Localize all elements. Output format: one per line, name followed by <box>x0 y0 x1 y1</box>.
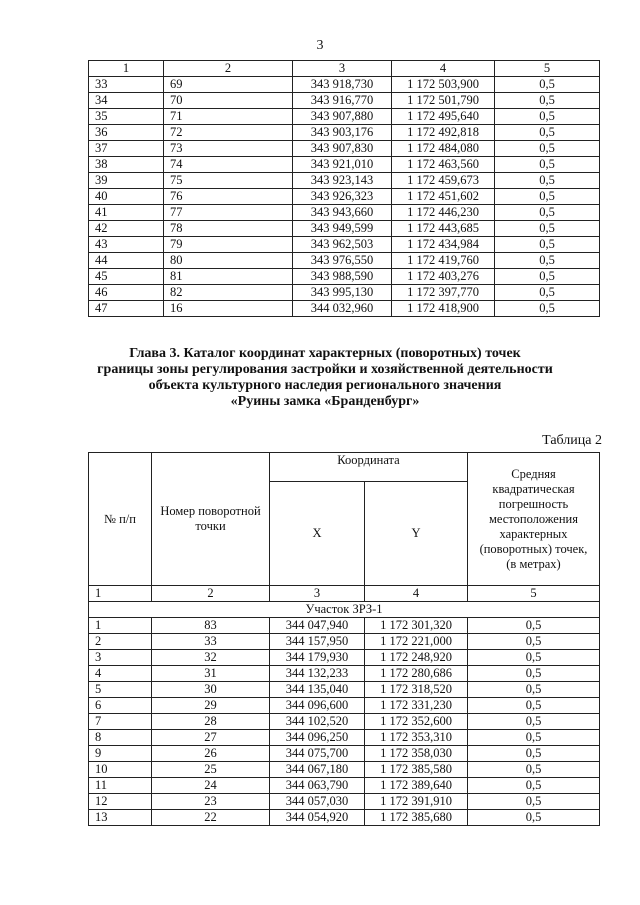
table-cell: 39 <box>89 173 164 189</box>
table-cell: 0,5 <box>495 269 600 285</box>
table-row <box>89 682 600 698</box>
table-cell: 1 172 397,770 <box>392 285 495 301</box>
table-row <box>89 205 600 221</box>
table-cell: 32 <box>152 650 270 666</box>
table-cell: 344 047,940 <box>270 618 365 634</box>
table-cell: 343 976,550 <box>293 253 392 269</box>
table-row <box>89 269 600 285</box>
table-cell: 5 <box>89 682 152 698</box>
table-cell: 0,5 <box>495 221 600 237</box>
table-cell: 0,5 <box>468 778 600 794</box>
table-cell: 343 995,130 <box>293 285 392 301</box>
header-coordinate: Координата <box>270 453 468 482</box>
table-cell: 10 <box>89 762 152 778</box>
table-cell: 344 067,180 <box>270 762 365 778</box>
table-row <box>89 221 600 237</box>
table-cell: 1 172 403,276 <box>392 269 495 285</box>
table-cell: 0,5 <box>495 189 600 205</box>
table-row <box>89 301 600 317</box>
table-cell: 0,5 <box>468 746 600 762</box>
table-cell: 47 <box>89 301 164 317</box>
table-row <box>89 285 600 301</box>
header-number: № п/п <box>89 453 152 586</box>
table-cell: 343 918,730 <box>293 77 392 93</box>
table-cell: 40 <box>89 189 164 205</box>
page-number: 3 <box>316 38 324 53</box>
table-cell: 33 <box>89 77 164 93</box>
table-cell: 0,5 <box>495 93 600 109</box>
table-cell: 29 <box>152 698 270 714</box>
table-row <box>89 666 600 682</box>
section-row: Участок ЗРЗ-1 <box>89 602 600 618</box>
table-cell: 343 943,660 <box>293 205 392 221</box>
table-row <box>89 778 600 794</box>
table-header-row <box>89 61 600 77</box>
table-row <box>89 730 600 746</box>
table-cell: 3 <box>89 650 152 666</box>
table-cell: 0,5 <box>495 173 600 189</box>
table-cell: 7 <box>89 714 152 730</box>
table-cell: 11 <box>89 778 152 794</box>
table-cell: 0,5 <box>468 698 600 714</box>
table-cell: 83 <box>152 618 270 634</box>
table-cell: 75 <box>164 173 293 189</box>
table-cell: 33 <box>152 634 270 650</box>
table-cell: 343 988,590 <box>293 269 392 285</box>
table-cell: 77 <box>164 205 293 221</box>
table-cell: 343 962,503 <box>293 237 392 253</box>
table-cell: 343 949,599 <box>293 221 392 237</box>
table-cell: 344 096,250 <box>270 730 365 746</box>
table-cell: 26 <box>152 746 270 762</box>
header-cell: 5 <box>495 61 600 77</box>
numbering-cell: 1 <box>89 586 152 602</box>
table-cell: 344 063,790 <box>270 778 365 794</box>
table-cell: 1 172 463,560 <box>392 157 495 173</box>
table-cell: 344 179,930 <box>270 650 365 666</box>
table-row <box>89 237 600 253</box>
table-cell: 1 172 434,984 <box>392 237 495 253</box>
table-cell: 9 <box>89 746 152 762</box>
table-cell: 37 <box>89 141 164 157</box>
table-row <box>89 157 600 173</box>
table-cell: 4 <box>89 666 152 682</box>
table-cell: 1 172 492,818 <box>392 125 495 141</box>
table-cell: 1 172 443,685 <box>392 221 495 237</box>
numbering-cell: 3 <box>270 586 365 602</box>
table-cell: 343 926,323 <box>293 189 392 205</box>
header-y: Y <box>365 482 468 586</box>
table-cell: 1 172 484,080 <box>392 141 495 157</box>
table-cell: 1 172 358,030 <box>365 746 468 762</box>
table-cell: 79 <box>164 237 293 253</box>
table-row <box>89 650 600 666</box>
table-cell: 1 172 385,680 <box>365 810 468 826</box>
header-cell: 1 <box>89 61 164 77</box>
table-cell: 1 172 418,900 <box>392 301 495 317</box>
table-cell: 38 <box>89 157 164 173</box>
chapter-heading <box>90 346 560 410</box>
table-cell: 0,5 <box>495 157 600 173</box>
table-row <box>89 746 600 762</box>
table-cell: 34 <box>89 93 164 109</box>
table-cell: 0,5 <box>495 285 600 301</box>
table-row <box>89 762 600 778</box>
table-row <box>89 189 600 205</box>
table-cell: 41 <box>89 205 164 221</box>
table-cell: 0,5 <box>495 301 600 317</box>
table-cell: 12 <box>89 794 152 810</box>
table-cell: 69 <box>164 77 293 93</box>
table-cell: 27 <box>152 730 270 746</box>
table-cell: 1 172 331,230 <box>365 698 468 714</box>
header-cell: 4 <box>392 61 495 77</box>
table-row <box>89 634 600 650</box>
table-cell: 1 172 389,640 <box>365 778 468 794</box>
table-cell: 1 172 495,640 <box>392 109 495 125</box>
table-cell: 1 172 391,910 <box>365 794 468 810</box>
table-cell: 1 172 280,686 <box>365 666 468 682</box>
table-cell: 35 <box>89 109 164 125</box>
table-row <box>89 93 600 109</box>
table-cell: 78 <box>164 221 293 237</box>
table-row <box>89 698 600 714</box>
table-cell: 0,5 <box>468 794 600 810</box>
table-row <box>89 794 600 810</box>
table-cell: 45 <box>89 269 164 285</box>
table-cell: 0,5 <box>468 650 600 666</box>
header-point-number: Номер поворотной точки <box>152 453 270 586</box>
table-row <box>89 125 600 141</box>
table-cell: 0,5 <box>495 125 600 141</box>
table-cell: 344 032,960 <box>293 301 392 317</box>
table-cell: 1 172 353,310 <box>365 730 468 746</box>
table-row <box>89 173 600 189</box>
table-row <box>89 109 600 125</box>
table-cell: 73 <box>164 141 293 157</box>
table-row <box>89 810 600 826</box>
table-cell: 0,5 <box>468 618 600 634</box>
coordinates-table-continued <box>88 60 600 317</box>
table-cell: 0,5 <box>468 762 600 778</box>
table-cell: 25 <box>152 762 270 778</box>
table-cell: 0,5 <box>495 205 600 221</box>
table-cell: 0,5 <box>495 109 600 125</box>
table-cell: 344 102,520 <box>270 714 365 730</box>
table-cell: 36 <box>89 125 164 141</box>
table-cell: 16 <box>164 301 293 317</box>
table-cell: 344 132,233 <box>270 666 365 682</box>
table-cell: 343 916,770 <box>293 93 392 109</box>
table-cell: 1 172 501,790 <box>392 93 495 109</box>
table-row <box>89 618 600 634</box>
table-cell: 1 172 248,920 <box>365 650 468 666</box>
table-cell: 0,5 <box>495 237 600 253</box>
table-cell: 80 <box>164 253 293 269</box>
table-label: Таблица 2 <box>542 433 602 448</box>
table-cell: 1 172 352,600 <box>365 714 468 730</box>
table-cell: 0,5 <box>468 714 600 730</box>
table-cell: 344 075,700 <box>270 746 365 762</box>
table-cell: 344 096,600 <box>270 698 365 714</box>
table-row <box>89 253 600 269</box>
table-cell: 344 057,030 <box>270 794 365 810</box>
table-cell: 343 921,010 <box>293 157 392 173</box>
table-cell: 28 <box>152 714 270 730</box>
table-cell: 344 135,040 <box>270 682 365 698</box>
table-cell: 70 <box>164 93 293 109</box>
table-cell: 1 172 451,602 <box>392 189 495 205</box>
table-cell: 1 <box>89 618 152 634</box>
heading-line: Глава 3. Каталог координат характерных (поворотных) точек <box>129 346 521 361</box>
numbering-cell: 5 <box>468 586 600 602</box>
table-cell: 1 172 459,673 <box>392 173 495 189</box>
table-cell: 13 <box>89 810 152 826</box>
table-cell: 44 <box>89 253 164 269</box>
numbering-cell: 2 <box>152 586 270 602</box>
table-cell: 1 172 318,520 <box>365 682 468 698</box>
table-cell: 1 172 221,000 <box>365 634 468 650</box>
table-cell: 23 <box>152 794 270 810</box>
header-cell: 3 <box>293 61 392 77</box>
table-cell: 42 <box>89 221 164 237</box>
header-x: X <box>270 482 365 586</box>
table-cell: 0,5 <box>468 634 600 650</box>
table-cell: 0,5 <box>495 253 600 269</box>
table-row <box>89 77 600 93</box>
table-cell: 71 <box>164 109 293 125</box>
table-cell: 43 <box>89 237 164 253</box>
heading-line: «Руины замка «Бранденбург» <box>230 394 420 409</box>
table-row <box>89 141 600 157</box>
table-row <box>89 714 600 730</box>
heading-line: границы зоны регулирования застройки и хозяйственной деятельности <box>97 362 553 377</box>
table-cell: 6 <box>89 698 152 714</box>
table-cell: 343 907,830 <box>293 141 392 157</box>
table-cell: 30 <box>152 682 270 698</box>
table-cell: 344 054,920 <box>270 810 365 826</box>
table-cell: 46 <box>89 285 164 301</box>
table-cell: 24 <box>152 778 270 794</box>
table-cell: 343 903,176 <box>293 125 392 141</box>
table-cell: 81 <box>164 269 293 285</box>
table-cell: 343 907,880 <box>293 109 392 125</box>
header-error: Средняя квадратическая погрешность местоположения характерных (поворотных) точек, (в метрах) <box>468 453 600 586</box>
table-cell: 344 157,950 <box>270 634 365 650</box>
table-cell: 82 <box>164 285 293 301</box>
table-cell: 1 172 419,760 <box>392 253 495 269</box>
table-cell: 343 923,143 <box>293 173 392 189</box>
table-cell: 1 172 385,580 <box>365 762 468 778</box>
table-cell: 2 <box>89 634 152 650</box>
table-cell: 72 <box>164 125 293 141</box>
table-cell: 1 172 446,230 <box>392 205 495 221</box>
coordinates-table-2 <box>88 452 600 826</box>
heading-line: объекта культурного наследия регионального значения <box>148 378 502 393</box>
column-numbering-row <box>89 586 600 602</box>
table-cell: 0,5 <box>495 141 600 157</box>
table-cell: 0,5 <box>468 730 600 746</box>
table-cell: 0,5 <box>495 77 600 93</box>
table-cell: 0,5 <box>468 666 600 682</box>
header-cell: 2 <box>164 61 293 77</box>
numbering-cell: 4 <box>365 586 468 602</box>
table-cell: 31 <box>152 666 270 682</box>
table-cell: 22 <box>152 810 270 826</box>
table-cell: 0,5 <box>468 682 600 698</box>
table-cell: 1 172 503,900 <box>392 77 495 93</box>
table-cell: 1 172 301,320 <box>365 618 468 634</box>
table-cell: 0,5 <box>468 810 600 826</box>
table-cell: 76 <box>164 189 293 205</box>
table-cell: 8 <box>89 730 152 746</box>
table-cell: 74 <box>164 157 293 173</box>
